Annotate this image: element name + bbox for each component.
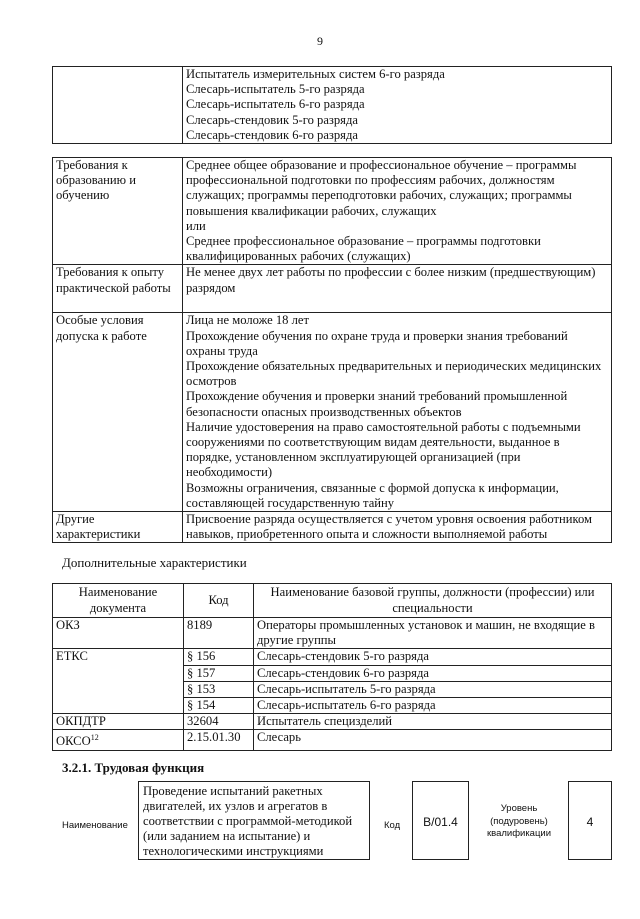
- table-row: [53, 730, 612, 750]
- list-item: Слесарь-испытатель 6-го разряда: [186, 97, 365, 112]
- table-row: [53, 313, 612, 512]
- req-line: Среднее общее образование и профессиональное обучение – программы профессиональной подготовки по профессиям рабочих, должностям служащих; программы переподготовки рабочих, служащих; программы повышения квалификации рабочих, служащих: [186, 158, 577, 218]
- req-line: Присвоение разряда осуществляется с учетом уровня освоения работником навыков, приобретенного опыта и сложности выполняемой работы: [186, 512, 593, 542]
- doc-name: ОКСО: [56, 734, 91, 749]
- header-doc: Наименование документа: [53, 584, 184, 618]
- page-number: 9: [317, 34, 323, 48]
- req-label: Особые условия допуска к работе: [53, 313, 183, 512]
- list-item: Испытатель измерительных систем 6-го разряда: [186, 67, 445, 81]
- req-line: Лица не моложе 18 лет: [186, 313, 309, 328]
- code-cell: § 154: [184, 698, 254, 714]
- name-cell: Слесарь-испытатель 6-го разряда: [254, 698, 612, 714]
- doc-cell: ОКПДТР: [53, 714, 184, 730]
- req-line: Наличие удостоверения на право самостоятельной работы с подъемными сооружениями по соответствующим видам деятельности, выданное в порядке, установленном эксплуатирующей организацией (при необходимости): [186, 419, 581, 480]
- additional-characteristics-title: Дополнительные характеристики: [62, 555, 247, 570]
- additional-characteristics-table: [52, 583, 612, 751]
- professions-list: [183, 67, 612, 144]
- name-cell: Испытатель специзделий: [254, 714, 612, 730]
- table-row: [53, 512, 612, 543]
- list-item: Слесарь-испытатель 5-го разряда: [186, 82, 365, 97]
- name-cell: Слесарь: [254, 730, 612, 750]
- req-line: или: [186, 218, 206, 233]
- name-label: Наименование: [62, 820, 128, 831]
- labor-function-name: Проведение испытаний ракетных двигателей, их узлов и агрегатов в соответствии с программой-методикой (или заданием на испытание) и технологическими инструкциями: [138, 781, 370, 860]
- table-row: [53, 714, 612, 730]
- code-cell: 2.15.01.30: [184, 730, 254, 750]
- doc-cell: ЕТКС: [53, 649, 184, 714]
- code-label: Код: [384, 820, 401, 831]
- req-value: [183, 158, 612, 265]
- empty-cell: [53, 67, 183, 144]
- list-item: Слесарь-стендовик 5-го разряда: [186, 112, 358, 127]
- professions-table: [52, 66, 612, 144]
- table-row: [53, 67, 612, 144]
- table-header-row: [53, 584, 612, 618]
- req-line: Прохождение обязательных предварительных и периодических медицинских осмотров: [186, 359, 602, 389]
- name-cell: Слесарь-испытатель 5-го разряда: [254, 681, 612, 697]
- table-row: [53, 618, 612, 649]
- table-row: [53, 158, 612, 265]
- table-row: [53, 649, 612, 665]
- name-cell: Операторы промышленных установок и машин, не входящие в другие группы: [254, 618, 612, 649]
- code-cell: 32604: [184, 714, 254, 730]
- doc-cell: ОКЗ: [53, 618, 184, 649]
- header-name: Наименование базовой группы, должности (профессии) или специальности: [254, 584, 612, 618]
- req-line: Возможны ограничения, связанные с формой допуска к информации, составляющей государственную тайну: [186, 480, 559, 510]
- code-cell: § 156: [184, 649, 254, 665]
- req-line: Не менее двух лет работы по профессии с более низким (предшествующим) разрядом: [186, 265, 596, 295]
- footnote-ref: 12: [90, 733, 99, 743]
- labor-function-heading: 3.2.1. Трудовая функция: [62, 760, 205, 775]
- req-label: Требования к образованию и обучению: [53, 158, 183, 265]
- req-line: Среднее профессиональное образование – программы подготовки квалифицированных рабочих (служащих): [186, 234, 541, 264]
- code-cell: 8189: [184, 618, 254, 649]
- req-line: Прохождение обучения и проверки знаний требований промышленной безопасности опасных производственных объектов: [186, 389, 568, 419]
- qualification-level: 4: [568, 781, 612, 860]
- header-code: Код: [184, 584, 254, 618]
- req-value: [183, 265, 612, 313]
- name-cell: Слесарь-стендовик 5-го разряда: [254, 649, 612, 665]
- list-item: Слесарь-стендовик 6-го разряда: [186, 127, 358, 142]
- req-value: [183, 313, 612, 512]
- table-row: [53, 265, 612, 313]
- code-cell: § 153: [184, 681, 254, 697]
- level-label: Уровень (подуровень) квалификации: [486, 803, 552, 839]
- req-value: [183, 512, 612, 543]
- name-cell: Слесарь-стендовик 6-го разряда: [254, 665, 612, 681]
- requirements-table: [52, 157, 612, 543]
- req-line: Прохождение обучения по охране труда и проверки знания требований охраны труда: [186, 328, 568, 358]
- req-label: Требования к опыту практической работы: [53, 265, 183, 313]
- code-cell: § 157: [184, 665, 254, 681]
- doc-cell: [53, 730, 184, 750]
- labor-function-code: В/01.4: [412, 781, 469, 860]
- req-label: Другие характеристики: [53, 512, 183, 543]
